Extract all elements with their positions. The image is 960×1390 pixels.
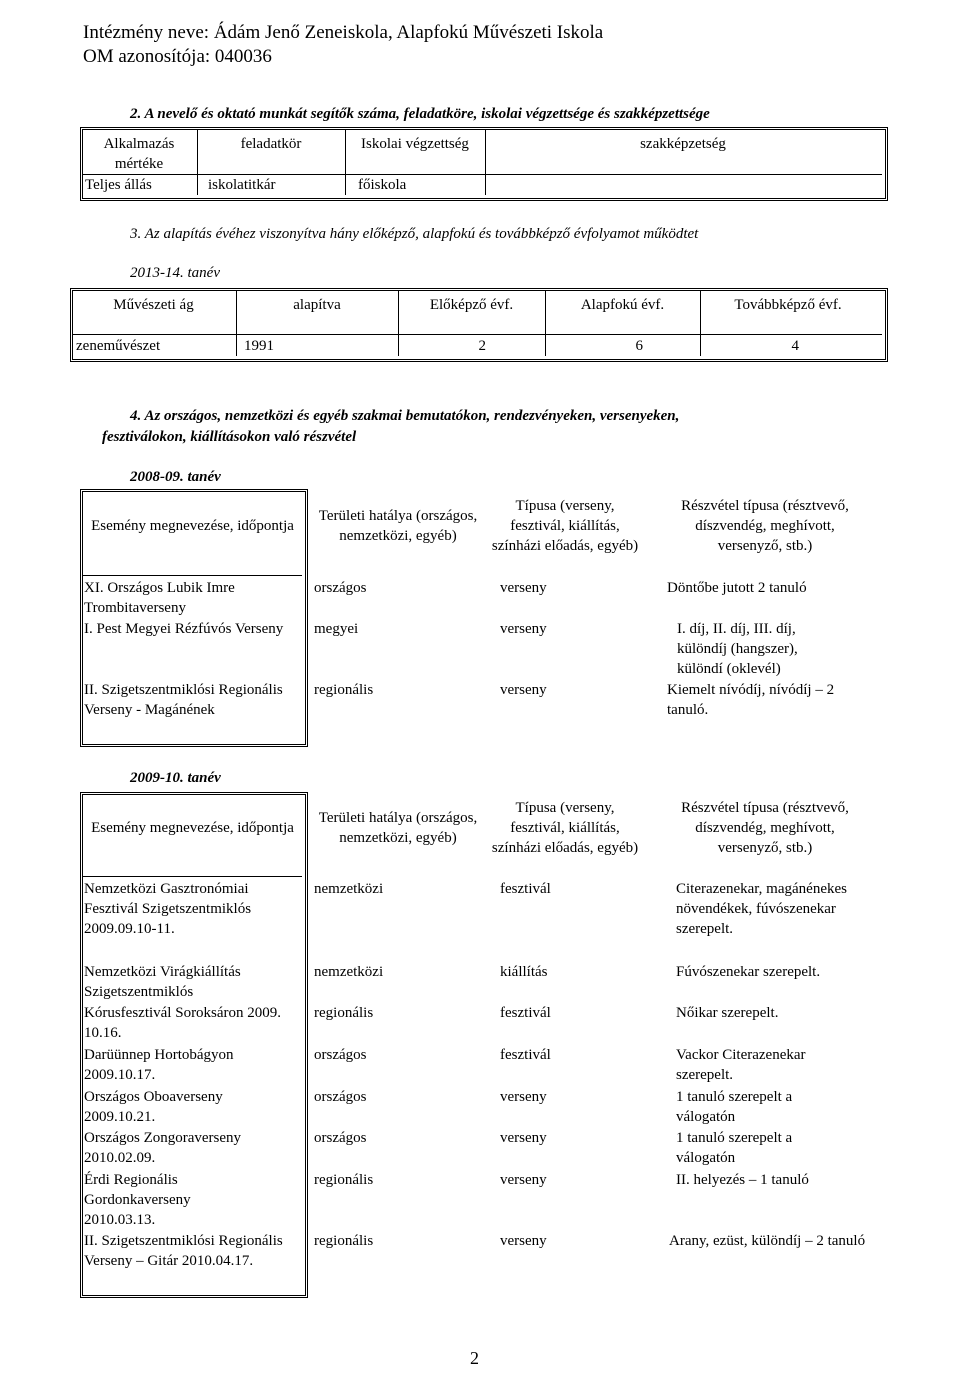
year2-header-type: Típusa (verseny, fesztivál, kiállítás, színházi előadás, egyéb) <box>491 800 639 856</box>
year2-row6-type: verseny <box>500 1172 547 1188</box>
year1-row0-scope: országos <box>314 580 367 596</box>
section4-title-1: 4. Az országos, nemzetközi és egyéb szakmai bemutatókon, rendezvényeken, versenyeken, <box>130 408 680 424</box>
year2-tanev: 2009-10. tanév <box>130 770 221 786</box>
grades-header-1: alapítva <box>293 297 341 313</box>
year2-row3-event: Darüünnep Hortobágyon 2009.10.17. <box>84 1047 234 1083</box>
year2-row5-type: verseny <box>500 1130 547 1146</box>
year1-header-participation: Részvétel típusa (résztvevő, díszvendég, meghívott, versenyző, stb.) <box>681 498 849 554</box>
grades-cell-2: 2 <box>478 338 486 354</box>
staff-cell-1: iskolatitkár <box>208 177 276 193</box>
page-number: 2 <box>470 1348 479 1368</box>
om-id: OM azonosítója: 040036 <box>83 46 272 67</box>
year2-row7-result: Arany, ezüst, különdíj – 2 tanuló <box>669 1233 866 1249</box>
grades-header-0: Művészeti ág <box>113 297 194 313</box>
year2-row0-scope: nemzetközi <box>314 881 384 897</box>
year1-row1-type: verseny <box>500 621 547 637</box>
year2-row4-type: verseny <box>500 1089 547 1105</box>
staff-header-1: feladatkör <box>240 136 302 152</box>
year2-row3-type: fesztivál <box>500 1047 551 1063</box>
year2-row5-result: 1 tanuló szerepelt a válogatón <box>676 1130 793 1166</box>
year2-row5-event: Országos Zongoraverseny 2010.02.09. <box>84 1130 242 1166</box>
staff-cell-0: Teljes állás <box>85 177 152 193</box>
year2-header-event: Esemény megnevezése, időpontja <box>91 820 294 836</box>
section3-tanev: 2013-14. tanév <box>130 265 220 281</box>
year1-row2-result: Kiemelt nívódíj, nívódíj – 2 tanuló. <box>667 682 835 718</box>
year1-header-scope: Területi hatálya (országos, nemzetközi, egyéb) <box>318 508 478 544</box>
year2-header-scope: Területi hatálya (országos, nemzetközi, egyéb) <box>318 810 478 846</box>
year2-row7-event: II. Szigetszentmiklósi Regionális Verseny – Gitár 2010.04.17. <box>84 1233 283 1269</box>
year2-header-participation: Részvétel típusa (résztvevő, díszvendég, meghívott, versenyző, stb.) <box>681 800 849 856</box>
staff-header-0: Alkalmazás mértéke <box>103 136 175 172</box>
grades-header-4: Továbbképző évf. <box>734 297 842 313</box>
year2-row6-event: Érdi Regionális Gordonkaverseny 2010.03.13. <box>84 1172 191 1228</box>
year1-row2-type: verseny <box>500 682 547 698</box>
year2-row6-scope: regionális <box>314 1172 374 1188</box>
staff-header-2: Iskolai végzettség <box>361 136 469 152</box>
year2-row1-scope: nemzetközi <box>314 964 384 980</box>
year2-row2-event: Kórusfesztivál Soroksáron 2009. 10.16. <box>84 1005 282 1041</box>
grades-cell-3: 6 <box>635 338 643 354</box>
year2-row2-scope: regionális <box>314 1005 374 1021</box>
year2-row7-scope: regionális <box>314 1233 374 1249</box>
year1-row0-result: Döntőbe jutott 2 tanuló <box>667 580 807 596</box>
staff-header-3: szakképzetség <box>640 136 726 152</box>
grades-cell-0: zeneművészet <box>76 338 161 354</box>
year1-row1-scope: megyei <box>314 621 359 637</box>
year1-row1-result: I. díj, II. díj, III. díj, különdíj (hangszer), különdí (oklevél) <box>677 621 798 677</box>
year2-row0-result: Citerazenekar, magánénekes növendékek, fúvószenekar szerepelt. <box>676 881 847 937</box>
year2-row6-result: II. helyezés – 1 tanuló <box>676 1172 809 1188</box>
staff-cell-2: főiskola <box>358 177 407 193</box>
year2-row0-event: Nemzetközi Gasztronómiai Fesztivál Szigetszentmiklós 2009.09.10-11. <box>84 881 252 937</box>
year1-row2-scope: regionális <box>314 682 374 698</box>
year2-row5-scope: országos <box>314 1130 367 1146</box>
year1-row0-event: XI. Országos Lubik Imre Trombitaverseny <box>84 580 235 616</box>
year2-row7-type: verseny <box>500 1233 547 1249</box>
institution-name: Intézmény neve: Ádám Jenő Zeneiskola, Alapfokú Művészeti Iskola <box>83 22 604 43</box>
section3-title: 3. Az alapítás évéhez viszonyítva hány előképző, alapfokú és továbbképző évfolyamot működtet <box>130 226 699 242</box>
section4-title-2: fesztiválokon, kiállításokon való részvétel <box>102 429 357 445</box>
year2-row4-scope: országos <box>314 1089 367 1105</box>
year2-row1-event: Nemzetközi Virágkiállítás Szigetszentmiklós <box>84 964 241 1000</box>
year2-row4-event: Országos Oboaverseny 2009.10.21. <box>84 1089 223 1125</box>
year1-header-event: Esemény megnevezése, időpontja <box>91 518 294 534</box>
year2-row3-result: Vackor Citerazenekar szerepelt. <box>676 1047 806 1083</box>
year1-tanev: 2008-09. tanév <box>130 469 221 485</box>
year2-row2-result: Nőikar szerepelt. <box>676 1005 779 1021</box>
year2-row2-type: fesztivál <box>500 1005 551 1021</box>
grades-cell-1: 1991 <box>244 338 274 354</box>
year1-row0-type: verseny <box>500 580 547 596</box>
grades-cell-4: 4 <box>791 338 799 354</box>
year2-row1-result: Fúvószenekar szerepelt. <box>676 964 821 980</box>
grades-header-3: Alapfokú évf. <box>580 297 665 313</box>
year2-row4-result: 1 tanuló szerepelt a válogatón <box>676 1089 793 1125</box>
section2-title: 2. A nevelő és oktató munkát segítők száma, feladatköre, iskolai végzettsége és szakképzettsége <box>130 106 710 122</box>
year2-row0-type: fesztivál <box>500 881 551 897</box>
year1-row1-event: I. Pest Megyei Rézfúvós Verseny <box>84 621 284 637</box>
year2-row1-type: kiállítás <box>500 964 548 980</box>
year1-header-type: Típusa (verseny, fesztivál, kiállítás, színházi előadás, egyéb) <box>491 498 639 554</box>
grades-header-2: Előképző évf. <box>429 297 514 313</box>
year1-row2-event: II. Szigetszentmiklósi Regionális Verseny - Magánének <box>84 682 283 718</box>
year2-row3-scope: országos <box>314 1047 367 1063</box>
